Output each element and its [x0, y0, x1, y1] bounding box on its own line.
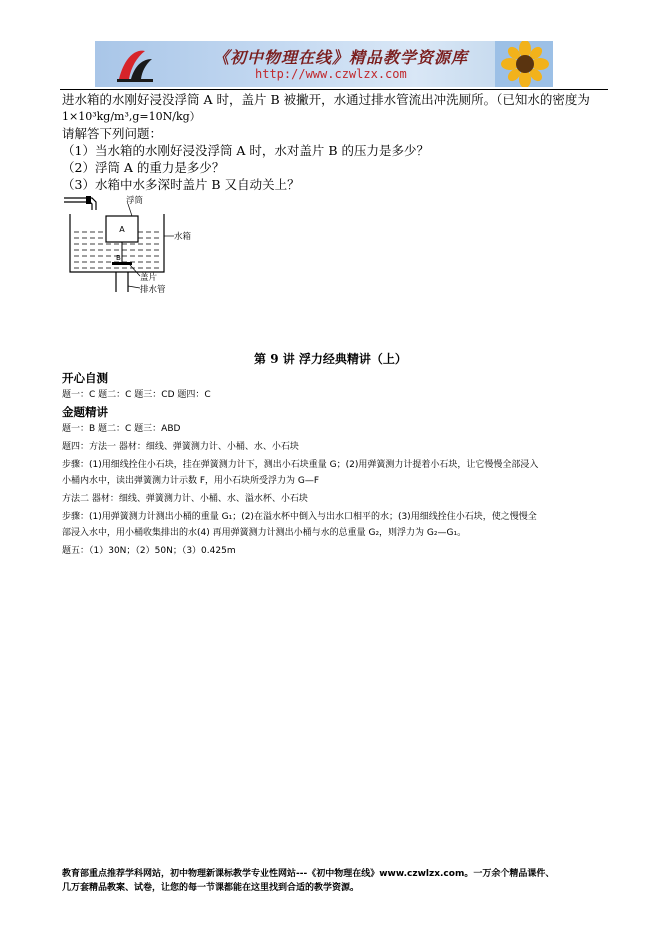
water-tank-diagram [60, 192, 210, 296]
footer-line-2: 几万套精品教案、试卷，让您的每一节课都能在这里找到合适的教学资源。 [62, 883, 360, 893]
sunflower-icon [495, 41, 553, 87]
header-rule [60, 89, 608, 90]
label-tank: 水箱 [174, 232, 192, 242]
label-drain-pipe: 排水管 [140, 285, 166, 295]
header-banner [95, 41, 553, 87]
problem-line-1: 进水箱的水刚好浸没浮筒 A 时，盖片 B 被撇开，水通过排水管流出冲洗厕所。（已知水的密度为 [62, 92, 590, 107]
label-lid: 盖片 [140, 273, 158, 283]
q4-method2: 方法二 器材：细线、弹簧测力计、小桶、水、溢水杯、小石块 [62, 494, 308, 504]
section1-answers: 题一：C 题二：C 题三：CD 题四：C [62, 390, 211, 400]
problem-prompt: 请解答下列问题： [62, 126, 163, 141]
question-2: （2）浮筒 A 的重力是多少？ [62, 160, 225, 175]
question-1: （1）当水箱的水刚好浸没浮筒 A 时，水对盖片 B 的压力是多少？ [62, 143, 430, 158]
section-happy-self-test: 开心自测 [62, 371, 108, 385]
q4-method1: 题四：方法一 器材：细线、弹簧测力计、小桶、水、小石块 [62, 442, 299, 452]
banner-title: 《初中物理在线》精品教学资源库 [213, 48, 469, 67]
label-lid-b: B [116, 254, 121, 262]
site-logo-icon [115, 45, 155, 83]
q4-method1-steps-1: 步骤：(1)用细线拴住小石块，挂在弹簧测力计下，测出小石块重量 G；(2)用弹簧测力计提着小石块，让它慢慢全部浸入 [62, 460, 539, 470]
section2-answers: 题一：B 题二：C 题三：ABD [62, 424, 181, 434]
label-float: 浮筒 [126, 196, 144, 206]
section-gold-problems: 金题精讲 [62, 405, 108, 419]
q4-method1-steps-2: 小桶内水中，读出弹簧测力计示数 F，用小石块所受浮力为 G—F [62, 476, 320, 486]
problem-line-2: 1×10³kg/m³,g=10N/kg） [62, 110, 201, 123]
q5-answers: 题五：（1）30N；（2）50N；（3）0.425m [62, 546, 236, 556]
question-3: （3）水箱中水多深时盖片 B 又自动关上？ [62, 177, 300, 192]
footer-line-1: 教育部重点推荐学科网站，初中物理新课标教学专业性网站---《初中物理在线》www.czwlzx.com。一万余个精品课件、 [62, 869, 555, 879]
q4-method2-steps-1: 步骤：(1)用弹簧测力计测出小桶的重量 G₁；(2)在溢水杯中倒入与出水口相平的水；(3)用细线拴住小石块，使之慢慢全 [62, 512, 537, 522]
label-float-a: A [119, 225, 125, 234]
answers-heading: 第 9 讲 浮力经典精讲（上） [254, 352, 407, 366]
q4-method2-steps-2: 部浸入水中，用小桶收集排出的水(4) 再用弹簧测力计测出小桶与水的总重量 G₂，则浮力为 G₂—G₁。 [62, 528, 467, 538]
banner-url: http://www.czwlzx.com [255, 67, 407, 81]
